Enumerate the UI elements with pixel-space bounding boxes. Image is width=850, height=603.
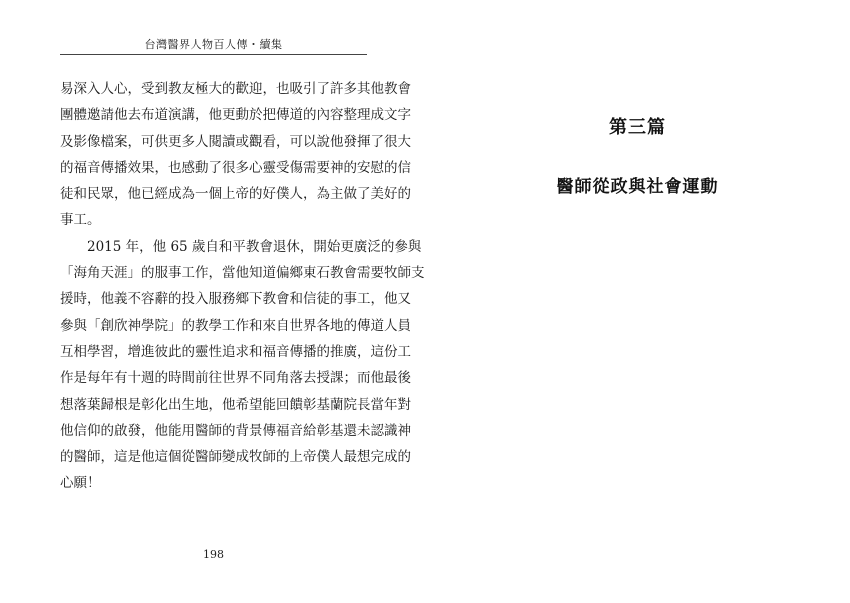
text-line: 心願！ [60, 475, 101, 492]
text-line: 的福音傳播效果，也感動了很多心靈受傷需要神的安慰的信 [60, 159, 411, 176]
text-line: 作是每年有十週的時間前往世界不同角落去授課；而他最後 [60, 370, 411, 387]
text-line: 2015 年，他 65 歲自和平教會退休，開始更廣泛的參與 [87, 238, 422, 255]
text-line: 及影像檔案，可供更多人閱讀或觀看，可以說他發揮了很大 [60, 133, 411, 150]
text-line: 事工。 [60, 212, 101, 229]
text-line: 易深入人心，受到教友極大的歡迎，也吸引了許多其他教會 [60, 81, 411, 97]
text-line: 「海角天涯」的服事工作，當他知道偏鄉東石教會需要牧師支 [60, 265, 425, 282]
header-rule [60, 54, 367, 55]
text-line: 參與「創欣神學院」的教學工作和來自世界各地的傳道人員 [60, 317, 411, 334]
text-line: 的醫師，這是他這個從醫師變成牧師的上帝僕人最想完成的 [60, 449, 411, 466]
text-line: 他信仰的啟發，他能用醫師的背景傳福音給彰基還未認識神 [60, 422, 411, 439]
part-title: 醫師從政與社會運動 [556, 177, 719, 197]
text-line: 團體邀請他去布道演講，他更動於把傳道的內容整理成文字 [60, 107, 411, 124]
text-line: 互相學習，增進彼此的靈性追求和福音傳播的推廣，這份工 [60, 343, 411, 360]
text-line: 徒和民眾，他已經成為一個上帝的好僕人，為主做了美好的 [60, 186, 411, 203]
page-number: 198 [203, 548, 224, 561]
part-label: 第三篇 [609, 117, 666, 138]
running-header: 台灣醫界人物百人傳・續集 [144, 38, 283, 51]
right-page [425, 0, 850, 603]
text-line: 想落葉歸根是彰化出生地，他希望能回饋彰基蘭院長當年對 [60, 396, 411, 413]
text-line: 援時，他義不容辭的投入服務鄉下教會和信徒的事工，他又 [60, 291, 411, 308]
body-text [60, 76, 425, 497]
